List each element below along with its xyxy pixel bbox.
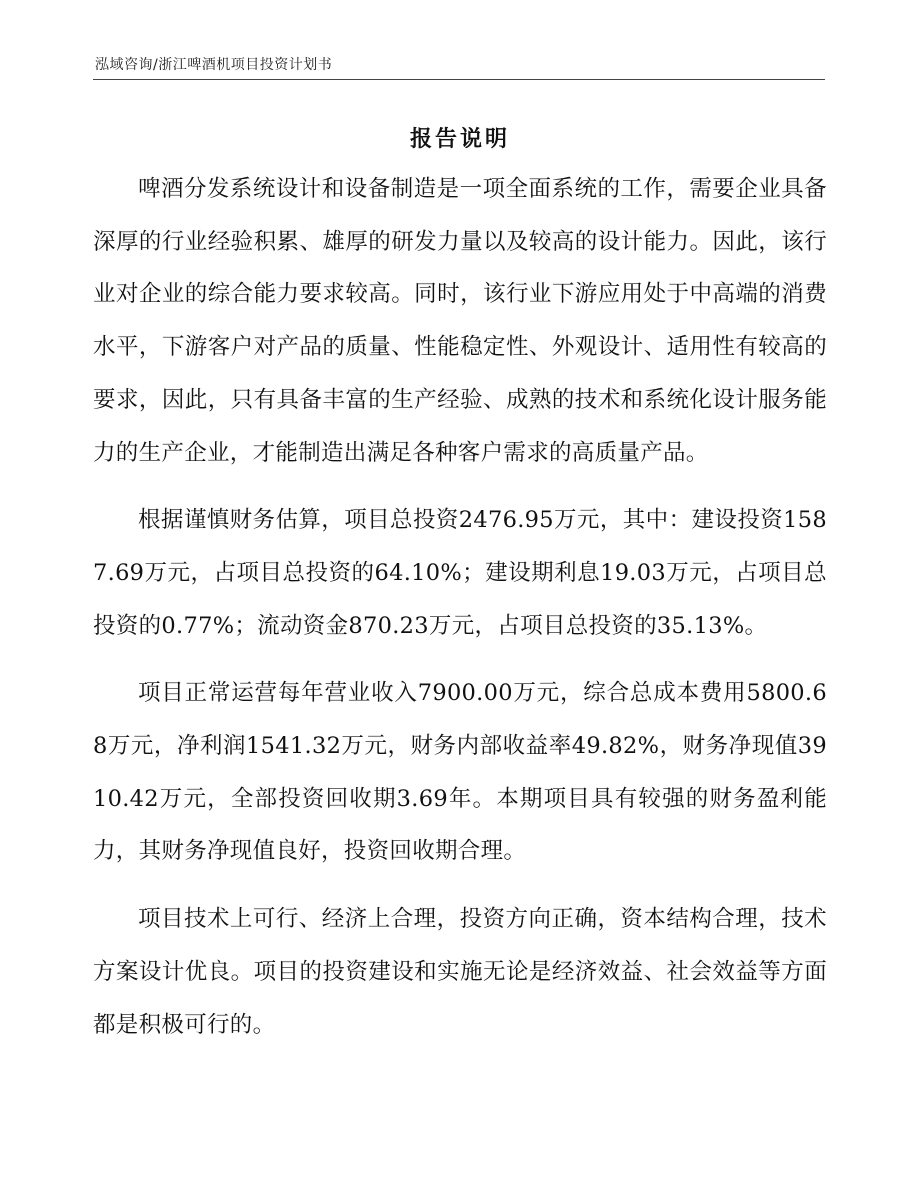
section-title: 报告说明 xyxy=(409,127,510,152)
paragraph-feasibility-conclusion: 项目技术上可行、经济上合理，投资方向正确，资本结构合理，技术方案设计优良。项目的投资建设和实施无论是经济效益、社会效益等方面都是积极可行的。 xyxy=(93,906,827,1038)
paragraph-industry-overview: 啤酒分发系统设计和设备制造是一项全面系统的工作，需要企业具备深厚的行业经验积累、雄厚的研发力量以及较高的设计能力。因此，该行业对企业的综合能力要求较高。同时，该行业下游应用处于中高端的消费水平，下游客户对产品的质量、性能稳定性、外观设计、适用性有较高的要求，因此，只有具备丰富的生产经验、成熟的技术和系统化设计服务能力的生产企业，才能制造出满足各种客户需求的高质量产品。 xyxy=(93,176,827,466)
paragraph-operating-returns: 项目正常运营每年营业收入7900.00万元，综合总成本费用5800.68万元，净利润1541.32万元，财务内部收益率49.82%，财务净现值3910.42万元，全部投资回收期3.69年。本期项目具有较强的财务盈利能力，其财务净现值良好，投资回收期合理。 xyxy=(93,680,827,865)
report-body xyxy=(93,163,827,1066)
header-divider xyxy=(93,79,825,80)
running-header: 泓域咨询/浙江啤酒机项目投资计划书 xyxy=(95,57,333,73)
paragraph-investment-estimate: 根据谨慎财务估算，项目总投资2476.95万元，其中：建设投资1587.69万元，占项目总投资的64.10%；建设期利息19.03万元，占项目总投资的0.77%；流动资金870.23万元，占项目总投资的35.13%。 xyxy=(93,507,827,639)
